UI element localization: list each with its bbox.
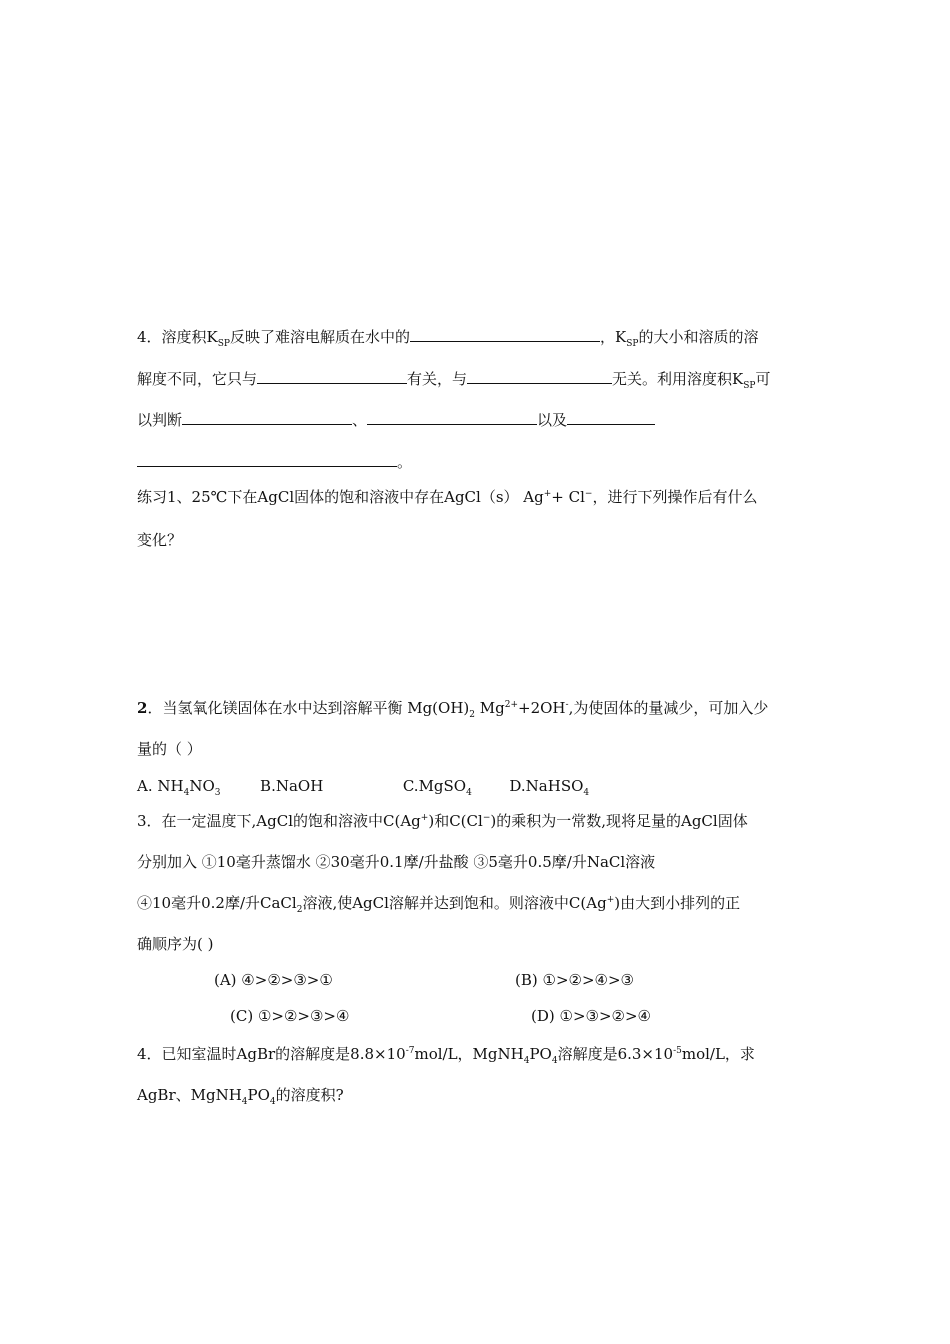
text: AgBr、MgNH — [137, 1086, 242, 1104]
q4b-line1 — [137, 1044, 755, 1064]
option-d: D.NaHSO$_4$ — [509, 777, 590, 798]
text: Mg — [475, 699, 505, 717]
text: ．当氢氧化镁固体在水中达到溶解平衡 Mg(OH) — [147, 699, 470, 717]
text: 4．溶度积K — [137, 328, 218, 346]
answer-blank[interactable] — [257, 369, 407, 384]
q4-line1 — [137, 327, 758, 347]
q3-line2 — [137, 852, 655, 872]
text: +2OH — [518, 699, 566, 717]
text: 以判断 — [137, 411, 183, 429]
option-b: B.NaOH — [260, 777, 324, 795]
q2-options — [137, 776, 589, 796]
superscript: -5 — [673, 1046, 682, 1056]
superscript: 2+ — [504, 700, 519, 710]
text: )和C(Cl — [428, 812, 483, 830]
q3-option-d: (D) ①>③>②>④ — [531, 1007, 651, 1025]
answer-blank[interactable] — [467, 369, 612, 384]
text: PO — [529, 1045, 552, 1063]
text: )由大到小排列的正 — [614, 894, 741, 912]
text: ④10毫升0.2摩/升CaCl — [137, 894, 297, 912]
subscript: SP — [217, 339, 230, 349]
text: 反映了难溶电解质在水中的 — [229, 328, 410, 346]
q3-option-c: (C) ①>②>③>④ — [230, 1007, 350, 1025]
subscript: SP — [626, 339, 639, 349]
superscript: + — [543, 489, 552, 499]
subscript: 2 — [469, 710, 475, 720]
q3-option-b: (B) ①>②>④>③ — [515, 971, 634, 989]
superscript: -7 — [405, 1046, 415, 1056]
q4b-line2 — [137, 1085, 344, 1105]
text: mol/L，求 — [681, 1045, 755, 1063]
subscript: SP — [743, 381, 756, 391]
q4-line3 — [137, 410, 655, 430]
superscript: − — [482, 813, 491, 823]
text: 可 — [755, 370, 771, 388]
superscript: − — [584, 489, 593, 499]
text: mol/L，MgNH — [414, 1045, 524, 1063]
superscript: + — [420, 813, 429, 823]
text: 、 — [352, 411, 368, 429]
text: 有关，与 — [407, 370, 468, 388]
answer-blank[interactable] — [182, 410, 352, 425]
exercise1-line2 — [137, 530, 182, 550]
text: 解度不同，它只与 — [137, 370, 258, 388]
text: 变化？ — [137, 531, 183, 549]
text: 确顺序为( ) — [137, 935, 214, 953]
text: 的大小和溶质的溶 — [638, 328, 759, 346]
text: 的溶度积? — [275, 1086, 344, 1104]
subscript: 4 — [241, 1097, 248, 1107]
subscript: 4 — [523, 1056, 530, 1066]
answer-blank[interactable] — [567, 410, 655, 425]
text: 量的（ ） — [137, 740, 202, 758]
superscript: + — [606, 895, 615, 905]
text: 3．在一定温度下,AgCl的饱和溶液中C(Ag — [137, 812, 421, 830]
answer-blank[interactable] — [367, 410, 537, 425]
text: 溶液,使AgCl溶解并达到饱和。则溶液中C(Ag — [302, 894, 607, 912]
q2-line2 — [137, 739, 202, 759]
text: 练习1、25℃下在AgCl固体的饱和溶液中存在AgCl（s） Ag — [137, 488, 544, 506]
text: )的乘积为一常数,现将足量的AgCl固体 — [490, 812, 748, 830]
text: ,为使固体的量减少，可加入少 — [568, 699, 769, 717]
q2-line1 — [137, 698, 768, 718]
text: PO — [247, 1086, 270, 1104]
text: 以及 — [537, 411, 568, 429]
option-a: A. $NH_4NO_3$ — [137, 777, 221, 798]
question-number: 2 — [137, 699, 148, 717]
text: 4．已知室温时AgBr的溶解度是8.8×10 — [137, 1045, 406, 1063]
option-c: C.MgSO$_4$ — [402, 777, 472, 798]
exercise1-line1 — [137, 487, 757, 507]
q3-option-a: (A) ④>②>③>① — [214, 971, 333, 989]
subscript: 4 — [269, 1097, 276, 1107]
superscript: - — [565, 700, 569, 710]
text: ，K — [600, 328, 627, 346]
q4-line4 — [137, 452, 412, 472]
text: + Cl — [551, 488, 585, 506]
answer-blank[interactable] — [137, 452, 397, 467]
text: 。 — [397, 453, 413, 471]
q3-line1 — [137, 811, 748, 831]
text: 分别加入 ①10毫升蒸馏水 ②30毫升0.1摩/升盐酸 ③5毫升0.5摩/升NaCl溶液 — [137, 853, 656, 871]
q4-line2 — [137, 369, 771, 389]
text: ，进行下列操作后有什么 — [592, 488, 758, 506]
answer-blank[interactable] — [410, 327, 600, 342]
q3-line4 — [137, 934, 213, 954]
text: 无关。利用溶度积K — [612, 370, 744, 388]
subscript: 4 — [551, 1056, 558, 1066]
text: 溶解度是6.3×10 — [557, 1045, 674, 1063]
q3-line3 — [137, 893, 740, 913]
subscript: 2 — [296, 905, 303, 915]
